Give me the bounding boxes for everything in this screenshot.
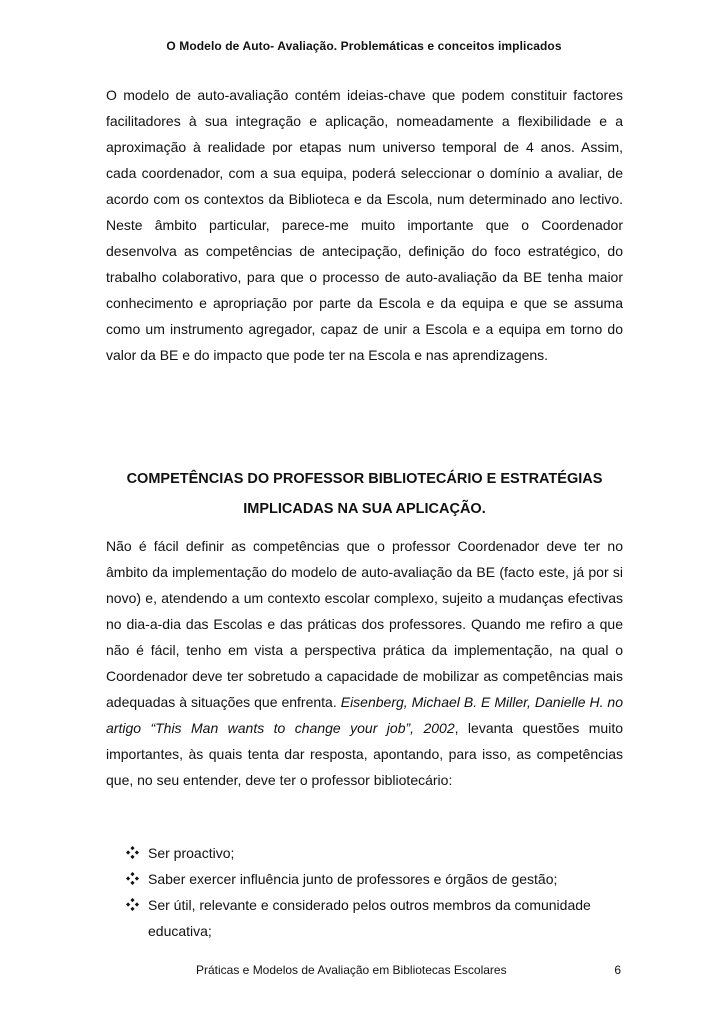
citation: Eisenberg, Michael B. E Miller, Danielle H. no artigo “This Man wants to change your job”, 2002 (106, 694, 624, 736)
competencies-list (126, 840, 623, 944)
list-item-text: Ser útil, relevante e considerado pelos outros membros da comunidade educativa; (148, 897, 591, 939)
intro-paragraph: O modelo de auto-avaliação contém ideias-chave que podem constituir factores facilitadores à sua integração e aplicação, nomeadamente a flexibilidade e a aproximação à realidade por etapas num universo temporal de 4 anos. Assim, cada coordenador, com a sua equipa, poderá seleccionar o domínio a avaliar, de acordo com os contextos da Biblioteca e da Escola, num determinado ano lectivo. Neste âmbito particular, parece-me muito importante que o Coordenador desenvolva as competências de antecipação, definição do foco estratégico, do trabalho colaborativo, para que o processo de auto-avaliação da BE tenha maior conhecimento e apropriação por parte da Escola e da equipa e que se assuma como um instrumento agregador, capaz de unir a Escola e a equipa em torno do valor da BE e do impacto que pode ter na Escola e nas aprendizagens. (106, 87, 623, 363)
footer-title: Práticas e Modelos de Avaliação em Bibliotecas Escolares (196, 963, 507, 977)
list-item-text: Saber exercer influência junto de professores e órgãos de gestão; (148, 871, 558, 887)
section-heading (106, 464, 623, 524)
list-item (126, 892, 623, 944)
paragraph-text-continued: , levanta questões muito importantes, às quais tenta dar resposta, apontando, para isso, as competências que, no seu entender, deve ter o professor bibliotecário: (106, 720, 623, 788)
list-item-text: Ser proactivo; (148, 845, 235, 861)
running-header: O Modelo de Auto- Avaliação. Problemáticas e conceitos implicados (166, 39, 562, 53)
diamond-bullet-icon (126, 840, 140, 866)
diamond-bullet-icon (126, 892, 140, 918)
section-heading-line-1: COMPETÊNCIAS DO PROFESSOR BIBLIOTECÁRIO E ESTRATÉGIAS (126, 471, 603, 487)
section-heading-line-2: IMPLICADAS NA SUA APLICAÇÃO. (243, 501, 486, 517)
page-number: 6 (614, 963, 621, 977)
competencies-paragraph (106, 533, 623, 793)
diamond-bullet-icon (126, 866, 140, 892)
list-item (126, 866, 623, 892)
paragraph-text: Não é fácil definir as competências que o professor Coordenador deve ter no âmbito da implementação do modelo de auto-avaliação da BE (facto este, já por si novo) e, atendendo a um contexto escolar complexo, sujeito a mudanças efectivas no dia-a-dia das Escolas e das práticas dos professores. Quando me refiro a que não é fácil, tenho em vista a perspectiva prática da implementação, na qual o Coordenador deve ter sobretudo a capacidade de mobilizar as competências mais adequadas à situações que enfrenta. (106, 538, 623, 710)
list-item (126, 840, 623, 866)
